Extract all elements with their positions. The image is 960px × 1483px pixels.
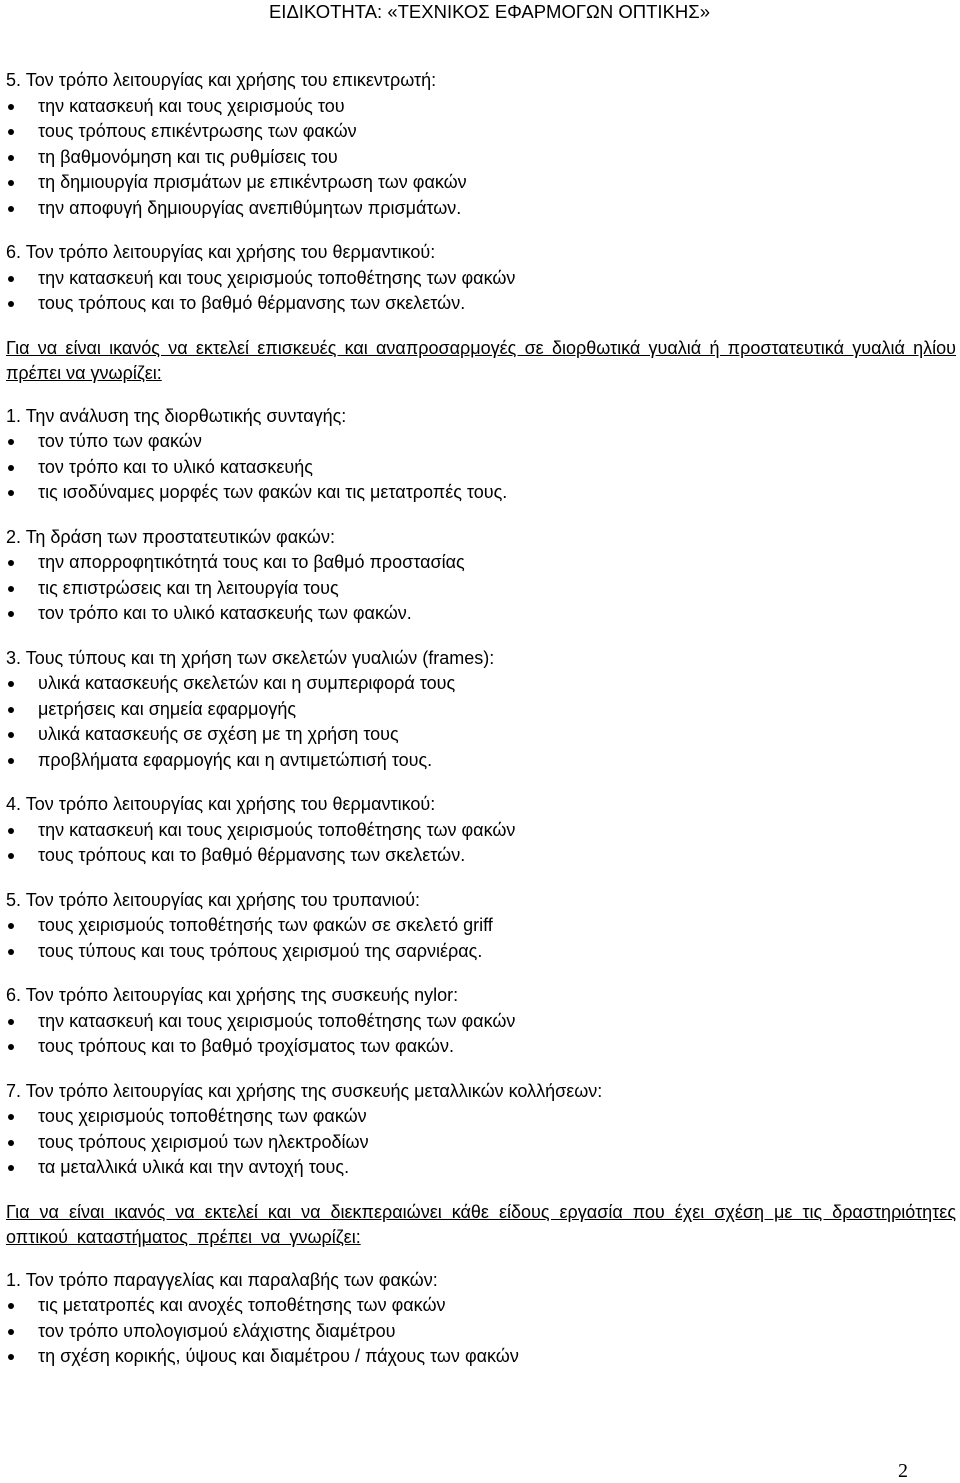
section-title: 4. Τον τρόπο λειτουργίας και χρήσης του θερμαντικού: (6, 794, 436, 814)
bullet-icon (8, 560, 14, 566)
list-item-text: τη βαθμονόμηση και τις ρυθμίσεις του (38, 146, 338, 167)
list-item-text: τον τρόπο υπολογισμού ελάχιστης διαμέτρου (38, 1320, 396, 1341)
list-item-text: την κατασκευή και τους χειρισμούς τοποθέτησης των φακών (38, 267, 516, 288)
list-item (6, 576, 956, 602)
list-item-text: τις ισοδύναμες μορφές των φακών και τις μετατροπές τους. (38, 482, 508, 502)
list-item (6, 939, 956, 965)
list-item-text: τους τρόπους και το βαθμό θέρμανσης των σκελετών. (38, 293, 466, 313)
list-item (6, 480, 956, 506)
bullet-icon (8, 758, 14, 764)
list-item-text: τον τρόπο και το υλικό κατασκευής των φακών. (38, 603, 412, 623)
list-item-text: την κατασκευή και τους χειρισμούς τοποθέτησης των φακών (38, 1010, 516, 1031)
bullet-list (6, 671, 956, 773)
bullet-icon (8, 1329, 14, 1335)
list-item (6, 1104, 956, 1130)
list-item (6, 1319, 956, 1345)
list-item-text: τη σχέση κορικής, ύψους και διαμέτρου / πάχους των φακών (38, 1346, 519, 1366)
section-group-3 (6, 1268, 956, 1370)
bullet-icon (8, 180, 14, 186)
list-item-text: υλικά κατασκευής σκελετών και η συμπεριφορά τους (38, 673, 456, 693)
bullet-icon (8, 301, 14, 307)
list-item-text: την αποφυγή δημιουργίας ανεπιθύμητων πρισμάτων. (38, 197, 462, 218)
list-item (6, 697, 956, 723)
list-item-text: τα μεταλλικά υλικά και την αντοχή τους. (38, 1157, 350, 1177)
section (6, 646, 956, 774)
list-item-text: τους τρόπους χειρισμού των ηλεκτροδίων (38, 1131, 369, 1152)
section-group-1 (6, 68, 956, 317)
list-item (6, 94, 956, 120)
page-number: 2 (898, 1460, 908, 1482)
list-item (6, 1155, 956, 1181)
list-item-text: τις μετατροπές και ανοχές τοποθέτησης των φακών (38, 1295, 446, 1315)
section-title: 5. Τον τρόπο λειτουργίας και χρήσης του επικεντρωτή: (6, 70, 437, 90)
bullet-icon (8, 104, 14, 110)
bullet-icon (8, 1303, 14, 1309)
section (6, 1079, 956, 1181)
list-item-text: υλικά κατασκευής σε σχέση με τη χρήση τους (38, 724, 399, 744)
bullet-icon (8, 1140, 14, 1146)
list-item (6, 722, 956, 748)
list-item (6, 266, 956, 292)
bullet-icon (8, 439, 14, 445)
bullet-icon (8, 1354, 14, 1360)
section-title: 6. Τον τρόπο λειτουργίας και χρήσης της συσκευής nylor: (6, 985, 459, 1005)
list-item (6, 843, 956, 869)
section-title: 7. Τον τρόπο λειτουργίας και χρήσης της συσκευής μεταλλικών κολλήσεων: (6, 1080, 603, 1101)
section-title: 1. Τον τρόπο παραγγελίας και παραλαβής των φακών: (6, 1269, 438, 1290)
page-header: ΕΙΔΙΚΟΤΗΤΑ: «ΤΕΧΝΙΚΟΣ ΕΦΑΡΜΟΓΩΝ ΟΠΤΙΚΗΣ» (268, 1, 710, 22)
bullet-list (6, 94, 956, 222)
list-item (6, 145, 956, 171)
list-item-text: τους χειρισμούς τοποθέτησης των φακών (38, 1106, 367, 1126)
list-item-text: τη δημιουργία πρισμάτων με επικέντρωση των φακών (38, 172, 467, 192)
bullet-list (6, 550, 956, 627)
list-item (6, 1130, 956, 1156)
list-item-text: τις επιστρώσεις και τη λειτουργία τους (38, 577, 339, 598)
bullet-icon (8, 465, 14, 471)
list-item (6, 1034, 956, 1060)
section (6, 68, 956, 221)
bullet-icon (8, 276, 14, 282)
list-item (6, 119, 956, 145)
section (6, 525, 956, 627)
bullet-icon (8, 206, 14, 212)
list-item (6, 601, 956, 627)
section (6, 888, 956, 965)
bullet-icon (8, 707, 14, 713)
list-item-text: την κατασκευή και τους χειρισμούς τοποθέτησης των φακών (38, 819, 516, 840)
section (6, 983, 956, 1060)
bullet-icon (8, 1019, 14, 1025)
section (6, 404, 956, 506)
list-item-text: την απορροφητικότητά τους και το βαθμό προστασίας (38, 552, 465, 572)
section (6, 240, 956, 317)
bullet-icon (8, 732, 14, 738)
list-item-text: τους τρόπους και το βαθμό τροχίσματος των φακών. (38, 1036, 454, 1056)
list-item (6, 1293, 956, 1319)
list-item-text: τους χειρισμούς τοποθέτησής των φακών σε σκελετό griff (38, 915, 493, 935)
bullet-icon (8, 1044, 14, 1050)
section-title: 5. Τον τρόπο λειτουργίας και χρήσης του τρυπανιού: (6, 889, 421, 910)
section (6, 1268, 956, 1370)
bullet-icon (8, 1165, 14, 1171)
bullet-icon (8, 129, 14, 135)
list-item-text: τους τρόπους και το βαθμό θέρμανσης των σκελετών. (38, 845, 466, 865)
list-item (6, 913, 956, 939)
bullet-icon (8, 490, 14, 496)
list-item-text: τον τρόπο και το υλικό κατασκευής (38, 456, 313, 477)
document-body (6, 68, 956, 1389)
bullet-icon (8, 681, 14, 687)
list-item (6, 429, 956, 455)
section-title: 1. Την ανάλυση της διορθωτικής συνταγής: (6, 405, 347, 426)
list-item (6, 170, 956, 196)
bullet-icon (8, 828, 14, 834)
list-item-text: την κατασκευή και τους χειρισμούς του (38, 95, 345, 116)
intro-paragraph-repairs: Για να είναι ικανός να εκτελεί επισκευές και αναπροσαρμογές σε διορθωτικά γυαλιά ή προστατευτικά γυαλιά ηλίου πρέπει να γνωρίζει: (6, 337, 956, 383)
bullet-icon (8, 155, 14, 161)
list-item (6, 1009, 956, 1035)
bullet-icon (8, 586, 14, 592)
list-item (6, 671, 956, 697)
bullet-icon (8, 611, 14, 617)
bullet-list (6, 818, 956, 869)
bullet-icon (8, 923, 14, 929)
list-item (6, 291, 956, 317)
section-title: 6. Τον τρόπο λειτουργίας και χρήσης του θερμαντικού: (6, 242, 436, 262)
list-item-text: τους τύπους και τους τρόπους χειρισμού της σαρνιέρας. (38, 940, 483, 961)
list-item-text: τους τρόπους επικέντρωσης των φακών (38, 121, 357, 141)
section-title: 2. Τη δράση των προστατευτικών φακών: (6, 526, 335, 547)
bullet-icon (8, 853, 14, 859)
list-item (6, 196, 956, 222)
bullet-list (6, 1104, 956, 1181)
list-item (6, 748, 956, 774)
list-item-text: μετρήσεις και σημεία εφαρμογής (38, 698, 297, 719)
list-item (6, 550, 956, 576)
bullet-list (6, 1009, 956, 1060)
section (6, 792, 956, 869)
section-group-2 (6, 404, 956, 1181)
bullet-list (6, 913, 956, 964)
list-item-text: τον τύπο των φακών (38, 431, 202, 451)
section-title: 3. Τους τύπους και τη χρήση των σκελετών γυαλιών (frames): (6, 647, 495, 668)
bullet-list (6, 266, 956, 317)
list-item-text: προβλήματα εφαρμογής και η αντιμετώπισή τους. (38, 749, 433, 770)
list-item (6, 455, 956, 481)
list-item (6, 818, 956, 844)
bullet-icon (8, 949, 14, 955)
bullet-list (6, 1293, 956, 1370)
bullet-list (6, 429, 956, 506)
intro-paragraph-store: Για να είναι ικανός να εκτελεί και να διεκπεραιώνει κάθε είδους εργασία που έχει σχέση με τις δραστηριότητες οπτικού καταστήματος πρέπει να γνωρίζει: (6, 1201, 956, 1247)
list-item (6, 1344, 956, 1370)
bullet-icon (8, 1114, 14, 1120)
